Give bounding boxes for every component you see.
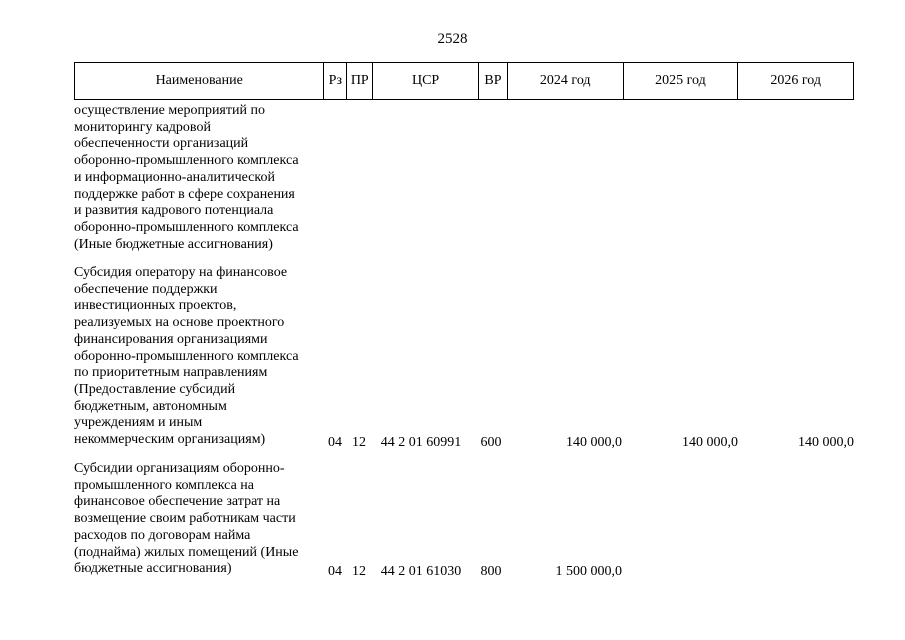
row-name: Субсидия оператору на финансовое обеспечение поддержки инвестиционных проектов, реализуемых на основе проектного финансирования организациями оборонно-промышленного комплекса по приоритетным направлениям (Предоставление субсидий бюджетным, автономным учреждениям и иным некоммерческим организациям) (74, 265, 299, 448)
header-2024: 2024 год (508, 63, 624, 99)
page-number: 2528 (437, 31, 468, 47)
row-vr: 600 (480, 435, 502, 450)
row-rz: 04 (328, 435, 342, 450)
header-rz: Рз (324, 63, 347, 99)
header-csr: ЦСР (373, 63, 479, 99)
header-name: Наименование (75, 63, 324, 99)
row-vr: 800 (480, 564, 502, 579)
table-header (74, 62, 854, 100)
row-codes (74, 563, 854, 580)
row-name: осуществление мероприятий по мониторингу кадровой обеспеченности организаций оборонно-промышленного комплекса и информационно-аналитической поддержке работ в сфере сохранения и развития кадрового потенциала оборонно-промышленного комплекса (Иные бюджетные ассигнования) (74, 103, 299, 252)
row-name: Субсидии организациям оборонно- промышленного комплекса на финансовое обеспечение затрат на возмещение своим работникам части расходов по договорам найма (поднайма) жилых помещений (Иные бюджетные ассигнования) (74, 461, 299, 577)
header-pr: ПР (347, 63, 373, 99)
row-2025: 140 000,0 (682, 435, 738, 450)
row-csr: 44 2 01 61030 (380, 564, 462, 579)
row-pr: 12 (352, 564, 366, 579)
header-2026: 2026 год (770, 73, 821, 88)
row-rz: 04 (328, 564, 342, 579)
row-csr: 44 2 01 60991 (380, 435, 462, 450)
header-2025: 2025 год (624, 63, 739, 99)
row-2024: 140 000,0 (566, 435, 622, 450)
row-2026: 140 000,0 (798, 435, 854, 450)
row-codes (74, 434, 854, 451)
header-vr: ВР (479, 63, 508, 99)
row-pr: 12 (352, 435, 366, 450)
row-2024: 1 500 000,0 (555, 564, 622, 579)
